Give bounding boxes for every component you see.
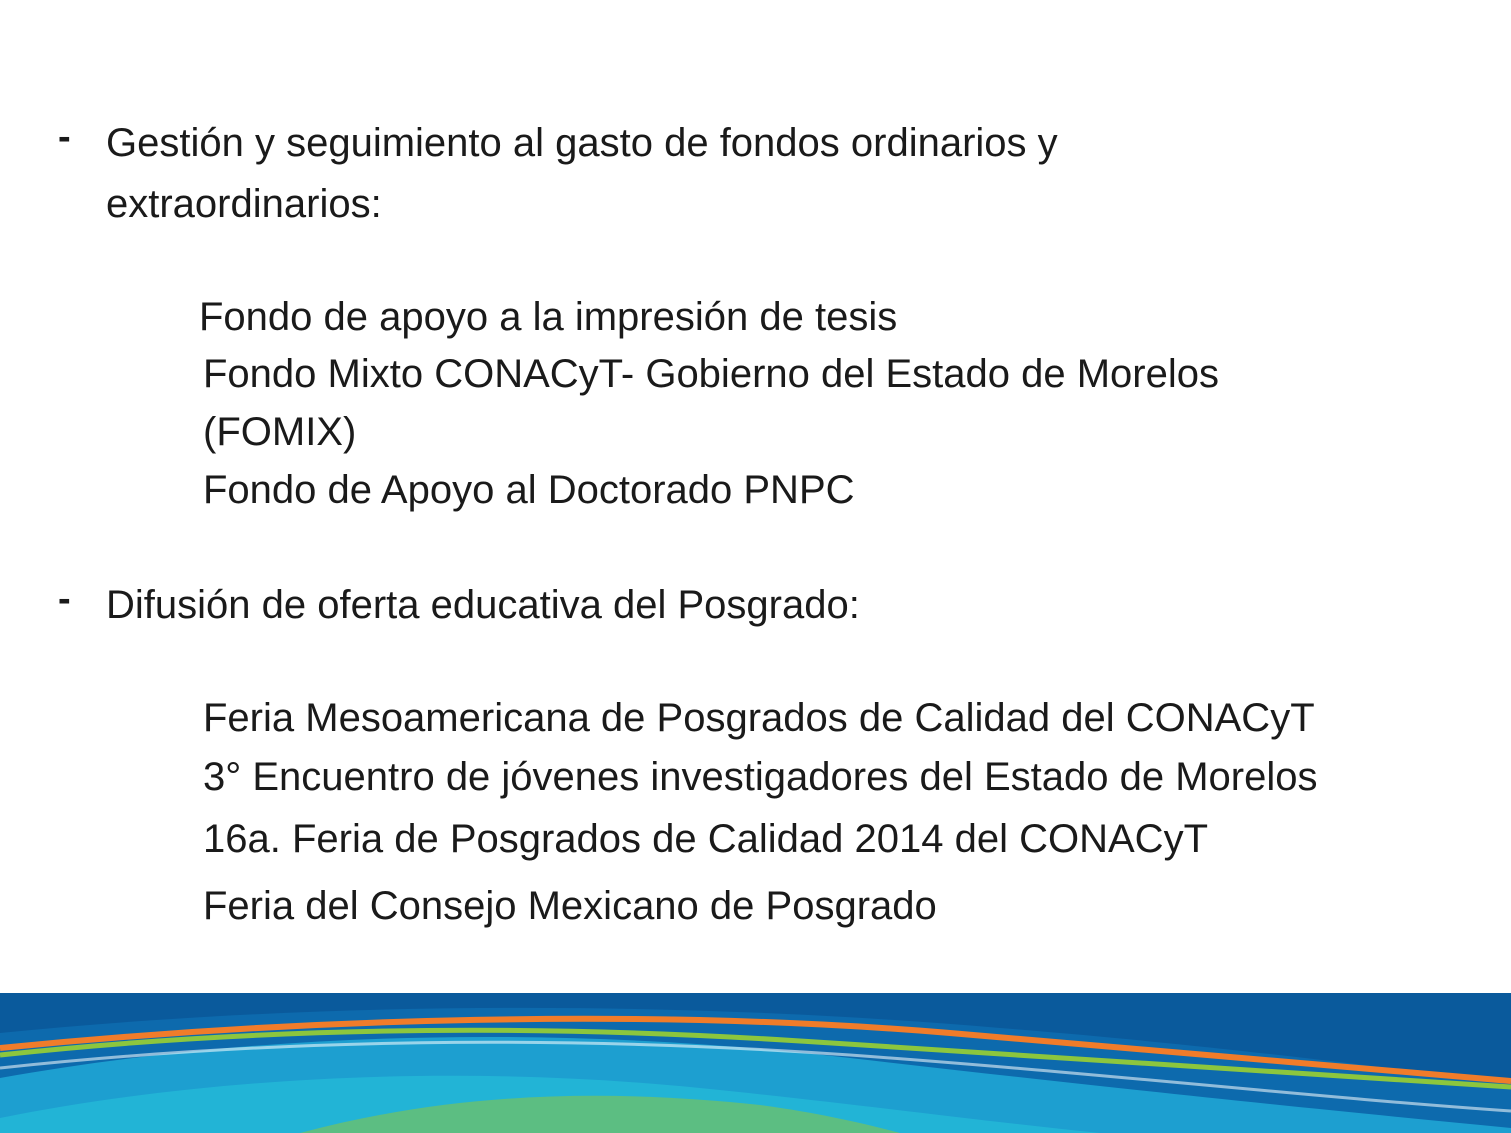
section1-item: Fondo Mixto CONACyT- Gobierno del Estado de Morelos [203, 352, 1219, 396]
section2-item: 16a. Feria de Posgrados de Calidad 2014 del CONACyT [203, 817, 1208, 861]
section2-heading: Difusión de oferta educativa del Posgrado: [106, 583, 860, 627]
section2-item: 3° Encuentro de jóvenes investigadores del Estado de Morelos [203, 755, 1318, 799]
section2-item: Feria del Consejo Mexicano de Posgrado [203, 884, 937, 928]
section1-heading-line2: extraordinarios: [106, 182, 382, 226]
section2-dash: - [58, 578, 71, 620]
section2-item: Feria Mesoamericana de Posgrados de Calidad del CONACyT [203, 696, 1315, 740]
section1-item: Fondo de Apoyo al Doctorado PNPC [203, 468, 855, 512]
section1-item: Fondo de apoyo a la impresión de tesis [199, 295, 898, 339]
footer-wave-band [0, 993, 1511, 1133]
section1-item: (FOMIX) [203, 410, 357, 454]
section1-heading-line1: Gestión y seguimiento al gasto de fondos ordinarios y [106, 121, 1058, 165]
section1-dash: - [58, 116, 71, 158]
